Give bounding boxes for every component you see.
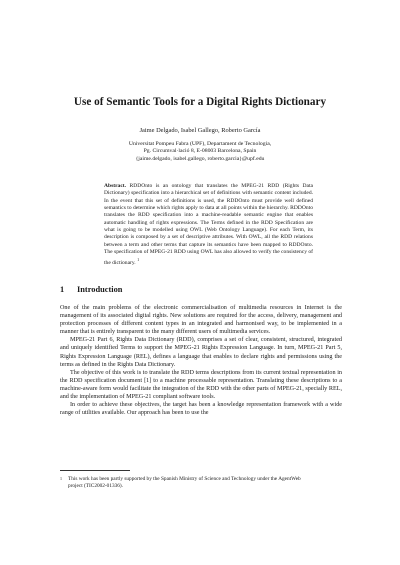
section-body: [60, 304, 342, 417]
author-affiliation: [0, 141, 400, 163]
footnote-mark: 1: [60, 476, 62, 481]
affiliation-line: Universitat Pompeu Fabra (UPF), Departament de Tecnologia,: [128, 141, 272, 147]
paper-authors: Jaime Delgado, Isabel Gallego, Roberto García: [139, 127, 261, 134]
abstract: [104, 183, 313, 268]
body-paragraph: One of the main problems of the electronic commercialisation of multimedia resources in Internet is the management of its associated digital rights. New solutions are required for the access, delivery, management and protection processes of different content types in an integrated and harmonised way, to be implemented in a manner that is entirely transparent to the many different users of multimedia services.: [60, 305, 342, 336]
section-number: 1: [60, 285, 65, 294]
section-title: Introduction: [77, 285, 123, 294]
body-paragraph: The objective of this work is to translate the RDD terms descriptions from its current textual representation in the RDD specification document [1] to a machine processable representation. Translating these descriptions to a machine-aware form would facilitate the integration of the RDD with the other parts of MPEG-21, specially REL, and the implementation of MPEG-21 compliant software tools.: [60, 369, 342, 401]
body-paragraph: In order to achieve these objectives, the target has been a knowledge representation framework with a wide range of utilities available. Our approach has been to use the: [60, 402, 342, 417]
section-heading: [60, 285, 122, 295]
paper-title: Use of Semantic Tools for a Digital Rights Dictionary: [73, 96, 327, 108]
affiliation-line: Pg. Circumval·lació 8, E-08003 Barcelona, Spain: [143, 148, 257, 155]
abstract-label: Abstract.: [104, 183, 127, 189]
footnote-reference: 1: [137, 257, 140, 263]
body-paragraph: MPEG-21 Part 6, Rights Data Dictionary (RDD), comprises a set of clear, consistent, structured, integrated and uniquely identified Terms to support the MPEG-21 Rights Expression Language. In turn, MPEG-21 Part 5, Rights Expression Language (REL), defines a language that enables to declare rights and permissions using the terms as defined in the Rights Data Dictionary.: [60, 337, 342, 368]
footnote-text: This work has been partly supported by the Spanish Ministry of Science and Technology under the AgentWeb project (TIC2002-01336).: [68, 476, 301, 489]
footnote-divider: [60, 470, 130, 471]
author-emails: {jaime.delgado, isabel.gallego, roberto.garcia}@upf.edu: [135, 155, 265, 162]
abstract-text: RDDOnto is an ontology that translates the MPEG-21 RDD (Rights Data Dictionary) specification into a hierarchical set of definitions with semantic content included. In the event that this set of definitions is used, the RDDOnto must provide well defined semantics to determine which rights apply to data at all points within the hierarchy. RDDOnto translates the RDD specification into a machine-readable semantic engine that enables automatic handling of rights expressions. The Terms defined in the RDD Specification are what is going to be modelled using OWL (Web Ontology Language). For each Term, its description is composed by a set of descriptive attributes. With OWL, all the RDD relations between a term and other terms that capture its semantics have been mapped to RDDOnto. The specification of MPEG-21 RDD using OWL has also allowed to verify the consistency of the dictionary.: [104, 183, 313, 267]
footnote: [60, 476, 310, 490]
